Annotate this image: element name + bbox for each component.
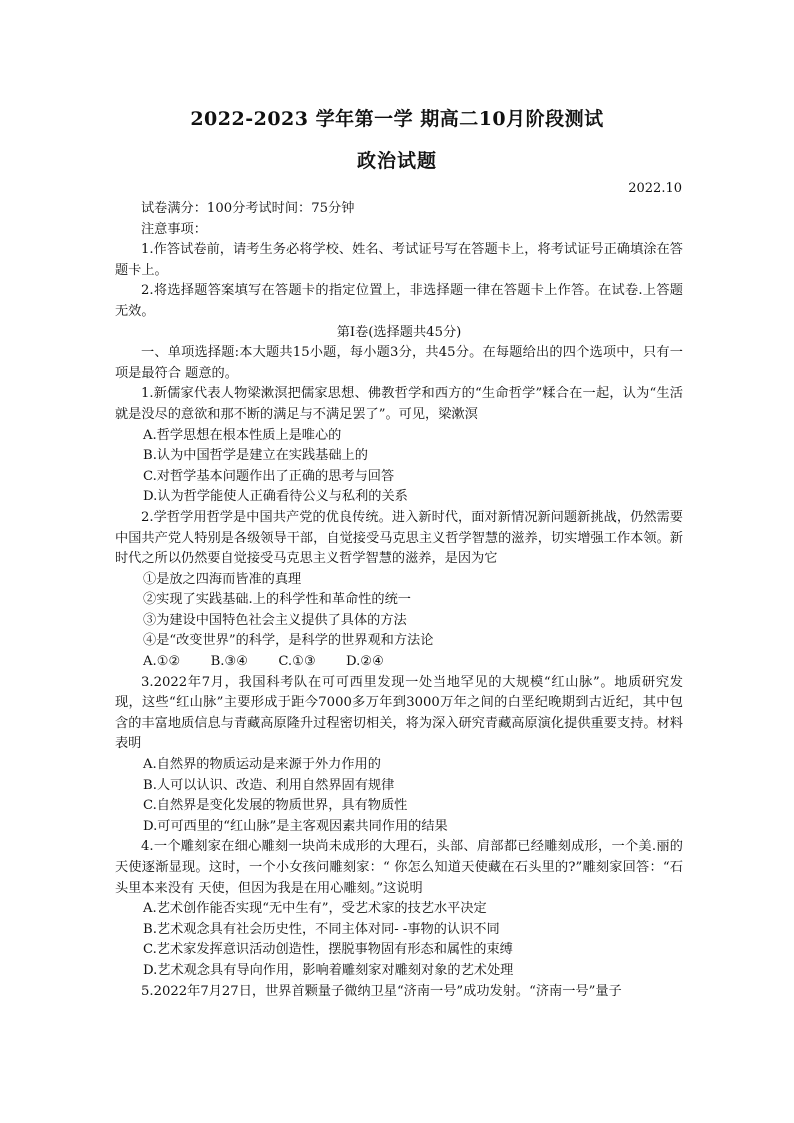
question-1-option-a: A.哲学思想在根本性质上是唯心的 <box>143 427 342 443</box>
question-3-option-d: D.可可西里的“红山脉”是主客观因素共同作用的结果 <box>143 818 448 834</box>
exam-date: 2022.10 <box>628 181 682 196</box>
question-3-option-c: C.自然界是变化发展的物质世界，具有物质性 <box>143 798 408 814</box>
exam-body <box>115 199 683 1002</box>
question-4-option-b: B.艺术观念具有社会历史性，不同主体对同- -事物的认识不同 <box>143 921 500 937</box>
notice-item-1: 1.作答试卷前，请考生务必将学校、姓名、考试证号写在答题卡上，将考试证号正确填涂在答题卡上。 <box>115 242 683 278</box>
score-time-line: 试卷满分：100分考试时间：75分钟 <box>141 201 355 216</box>
question-2-item-2: ②实现了实践基础.上的科学性和革命性的统一 <box>143 592 411 608</box>
question-2-item-4: ④是“改变世界”的科学，是科学的世界观和方法论 <box>143 633 434 649</box>
exam-title: 2022-2023 学年第一学 期高二10月阶段测试 <box>190 108 604 130</box>
question-4-stem: 4.一个雕刻家在细心雕刻一块尚未成形的大理石，头部、肩部都已经雕刻成形，一个美.丽的天使逐渐显现。这时，一个小女孩问雕刻家：“ 你怎么知道天使藏在石头里的?”雕刻家回答：“石头里本来没有 天使，但因为我是在用心雕刻。”这说明 <box>115 839 683 896</box>
question-4-option-c: C.艺术家发挥意识活动创造性，摆脱事物固有形态和属性的束缚 <box>143 942 513 958</box>
question-1-option-b: B.认为中国哲学是建立在实践基础上的 <box>143 448 368 464</box>
question-2-choices <box>115 652 683 673</box>
question-5-stem: 5.2022年7月27日，世界首颗量子微纳卫星“济南一号”成功发射。“济南一号”量子 <box>141 983 622 999</box>
question-2-item-3: ③为建设中国特色社会主义提供了具体的方法 <box>143 612 407 628</box>
question-2-item-1: ①是放之四海而皆准的真理 <box>143 571 302 587</box>
question-3-stem: 3.2022年7月，我国科考队在可可西里发现一处当地罕见的大规模“红山脉”。地质研究发现，这些“红山脉”主要形成于距今7000多万年到3000万年之间的白垩纪晚期到古近纪，其中包含的丰富地质信息与青藏高原隆升过程密切相关，将为深入研究青藏高原演化提供重要支持。材料表明 <box>115 674 683 752</box>
question-2-choice-a: A.①② <box>143 654 181 670</box>
notice-title: 注意事项： <box>141 221 207 237</box>
notice-item-2: 2.将选择题答案填写在答题卡的指定位置上，非选择题一律在答题卡上作答。在试卷.上答题无效。 <box>115 283 683 319</box>
question-1-option-c: C.对哲学基本问题作出了正确的思考与回答 <box>143 468 395 484</box>
question-3-option-b: B.人可以认识、改造、利用自然界固有规律 <box>143 777 395 793</box>
exam-subtitle: 政治试题 <box>356 150 437 172</box>
question-2-stem: 2.学哲学用哲学是中国共产党的优良传统。进入新时代，面对新情况新问题新挑战，仍然需要中国共产党人特别是各级领导干部，自觉接受马克思主义哲学智慧的滋养，切实增强工作本领。新时代之所以仍然要自觉接受马克思主义哲学智慧的滋养，是因为它 <box>115 509 683 567</box>
question-2-choice-d: D.②④ <box>345 654 384 670</box>
question-2-choice-c: C.①③ <box>278 654 316 670</box>
question-1-stem: 1.新儒家代表人物梁漱溟把儒家思想、佛教哲学和西方的“生命哲学”糅合在一起，认为“生活就是没尽的意欲和那不断的满足与不满足罢了”。可见，梁漱溟 <box>115 386 683 422</box>
question-1-option-d: D.认为哲学能使人正确看待公义与私利的关系 <box>143 489 408 505</box>
question-4-option-d: D.艺术观念具有导向作用，影响着雕刻家对雕刻对象的艺术处理 <box>143 962 514 978</box>
question-2-choice-b: B.③④ <box>210 654 249 670</box>
section-title: 第Ⅰ卷(选择题共45分) <box>336 324 462 340</box>
question-3-option-a: A.自然界的物质运动是来源于外力作用的 <box>143 757 381 773</box>
section-instruction: 一、单项选择题:本大题共15小题，每小题3分，共45分。在每题给出的四个选项中，只有一项是最符合 题意的。 <box>115 345 683 381</box>
question-4-option-a: A.艺术创作能否实现“无中生有”，受艺术家的技艺水平决定 <box>143 901 487 917</box>
